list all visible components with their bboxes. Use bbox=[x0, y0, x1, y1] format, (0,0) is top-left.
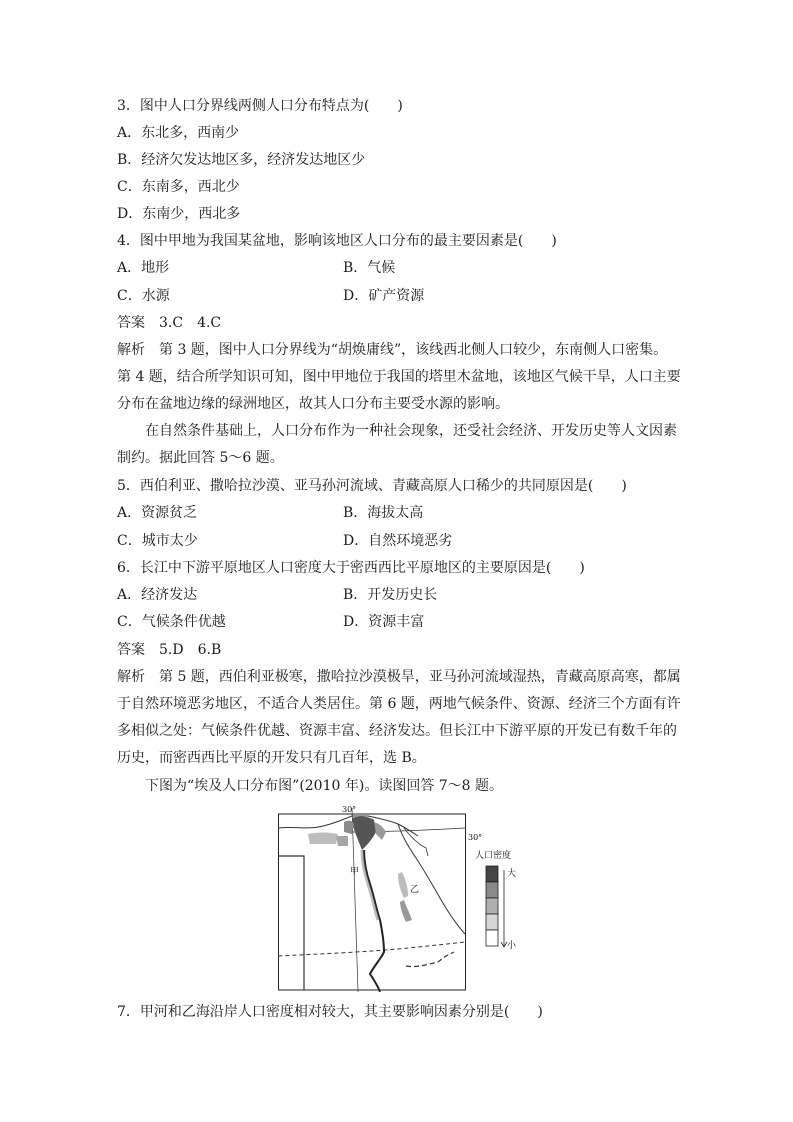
q3-stem: 3．图中人口分界线两侧人口分布特点为( ) bbox=[117, 98, 403, 114]
q5-option-d: D．自然环境恶劣 bbox=[343, 533, 453, 549]
lat-label-top: 30° bbox=[342, 806, 357, 814]
analysis-3-4-line2: 第 4 题，结合所学知识可知，图中甲地位于我国的塔里木盆地，该地区气候干旱，人口主要 bbox=[117, 369, 681, 385]
q3-option-c: C．东南多，西北少 bbox=[117, 179, 240, 195]
q5-option-c: C．城市太少 bbox=[117, 533, 198, 549]
analysis-5-6-line4: 历史，而密西西比平原的开发只有几百年，选 B。 bbox=[117, 750, 426, 766]
analysis-5-6-line3: 多相似之处：气候条件优越、资源丰富、经济发达。但长江中下游平原的开发已有数千年的 bbox=[117, 723, 677, 739]
q6-option-c: C．气候条件优越 bbox=[117, 614, 226, 630]
q3-option-d: D．东南少，西北多 bbox=[117, 206, 241, 222]
intro-5-6-line1: 在自然条件基础上，人口分布作为一种社会现象，还受社会经济、开发历史等人文因素 bbox=[145, 423, 677, 439]
analysis-5-6-line2: 于自然环境恶劣地区，不适合人类居住。第 6 题，两地气候条件、资源、经济三个方面有许 bbox=[117, 696, 681, 712]
q6-option-a: A．经济发达 bbox=[117, 587, 198, 603]
population-density-legend bbox=[475, 849, 517, 951]
q7-stem: 7．甲河和乙海沿岸人口密度相对较大，其主要影响因素分别是( ) bbox=[117, 1004, 543, 1020]
answer-5-6: 答案 5.D 6.B bbox=[117, 642, 222, 658]
analysis-5-6-line1: 解析 第 5 题，西伯利亚极寒，撒哈拉沙漠极旱，亚马孙河流域湿热，青藏高原高寒，都属 bbox=[117, 669, 681, 685]
legend-low-label: 小 bbox=[507, 941, 517, 951]
q5-stem: 5．西伯利亚、撒哈拉沙漠、亚马孙河流域、青藏高原人口稀少的共同原因是( ) bbox=[117, 478, 627, 494]
answer-3-4: 答案 3.C 4.C bbox=[117, 315, 222, 331]
q4-option-b: B．气候 bbox=[343, 260, 396, 276]
q6-option-d: D．资源丰富 bbox=[343, 614, 425, 630]
intro-7-8: 下图为“埃及人口分布图”(2010 年)。读图回答 7～8 题。 bbox=[145, 778, 504, 794]
q4-option-c: C．水源 bbox=[117, 288, 170, 304]
legend-high-label: 大 bbox=[507, 869, 517, 879]
q4-option-a: A．地形 bbox=[117, 260, 170, 276]
q4-option-d: D．矿产资源 bbox=[343, 288, 425, 304]
lat-label-right: 30° bbox=[468, 833, 483, 842]
map-label-yi: 乙 bbox=[410, 885, 420, 895]
q5-option-b: B．海拔太高 bbox=[343, 505, 424, 521]
q3-option-b: B．经济欠发达地区多，经济发达地区少 bbox=[117, 152, 366, 168]
map-label-jia: 甲 bbox=[350, 867, 360, 877]
analysis-3-4-line3: 分布在盆地边缘的绿洲地区，故其人口分布主要受水源的影响。 bbox=[117, 396, 509, 412]
q6-stem: 6．长江中下游平原地区人口密度大于密西西比平原地区的主要原因是( ) bbox=[117, 560, 585, 576]
q4-stem: 4．图中甲地为我国某盆地，影响该地区人口分布的最主要因素是( ) bbox=[117, 233, 557, 249]
legend-title: 人口密度 bbox=[475, 851, 512, 861]
q6-option-b: B．开发历史长 bbox=[343, 587, 438, 603]
analysis-3-4-line1: 解析 第 3 题，图中人口分界线为“胡焕庸线”，该线西北侧人口较少，东南侧人口密集。 bbox=[117, 342, 668, 358]
intro-5-6-line2: 制约。据此回答 5～6 题。 bbox=[117, 450, 284, 466]
egypt-population-map bbox=[278, 806, 528, 992]
q5-option-a: A．资源贫乏 bbox=[117, 505, 198, 521]
q3-option-a: A．东北多，西南少 bbox=[117, 125, 240, 141]
